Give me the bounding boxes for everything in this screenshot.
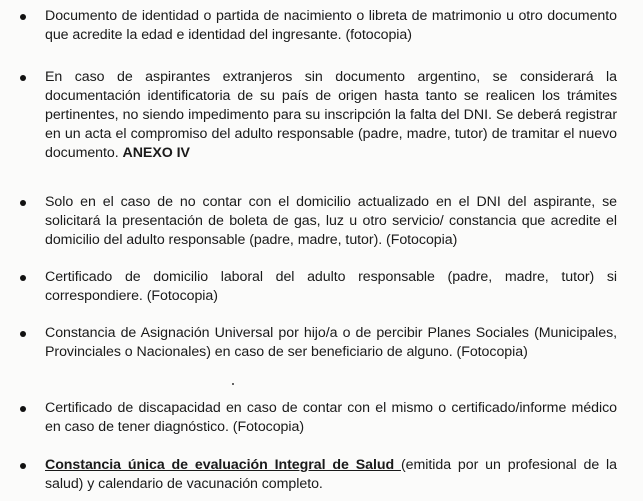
bullet-icon xyxy=(20,200,26,206)
requirement-text: Constancia de Asignación Universal por hijo/a o de percibir Planes Sociales (Municipales, Provinciales o Nacionales) en caso de ser beneficiario de alguno. (Fotocopia) xyxy=(45,325,617,360)
bullet-icon xyxy=(20,406,26,412)
bullet-icon xyxy=(20,14,26,20)
scan-speck xyxy=(232,383,234,385)
requirement-text-block xyxy=(45,456,617,494)
bullet-icon xyxy=(20,463,26,469)
annex-reference: ANEXO IV xyxy=(122,145,190,161)
requirement-text: Certificado de discapacidad en caso de contar con el mismo o certificado/informe médico en caso de tener diagnóstico. (Fotocopia) xyxy=(45,400,617,435)
requirement-text: En caso de aspirantes extranjeros sin documento argentino, se considerará la documentación identificatoria de su país de origen hasta tanto se realicen los trámites pertinentes, no siendo impedimento para su inscripción la falta del DNI. Se deberá registrar en un acta el compromiso del adulto responsable (padre, madre, tutor) de tramitar el nuevo documento. xyxy=(45,69,617,161)
requirement-text: (emitida por un profesional de la salud) y calendario de vacunación completo. xyxy=(45,457,617,492)
bullet-icon xyxy=(20,275,26,281)
requirement-text: Documento de identidad o partida de nacimiento o libreta de matrimonio u otro documento que acredite la edad e identidad del ingresante. (fotocopia) xyxy=(45,8,617,43)
requirement-text: Certificado de domicilio laboral del adulto responsable (padre, madre, tutor) si correspondiere. (Fotocopia) xyxy=(45,269,617,304)
requirement-text-block xyxy=(45,68,617,163)
bullet-icon xyxy=(20,75,26,81)
health-evaluation-title: Constancia única de evaluación Integral de Salud xyxy=(45,457,401,473)
requirement-text: Solo en el caso de no contar con el domicilio actualizado en el DNI del aspirante, se solicitará la presentación de boleta de gas, luz u otro servicio/ constancia que acredite el domicilio del adulto responsable (padre, madre, tutor). (Fotocopia) xyxy=(45,194,617,248)
bullet-icon xyxy=(20,331,26,337)
